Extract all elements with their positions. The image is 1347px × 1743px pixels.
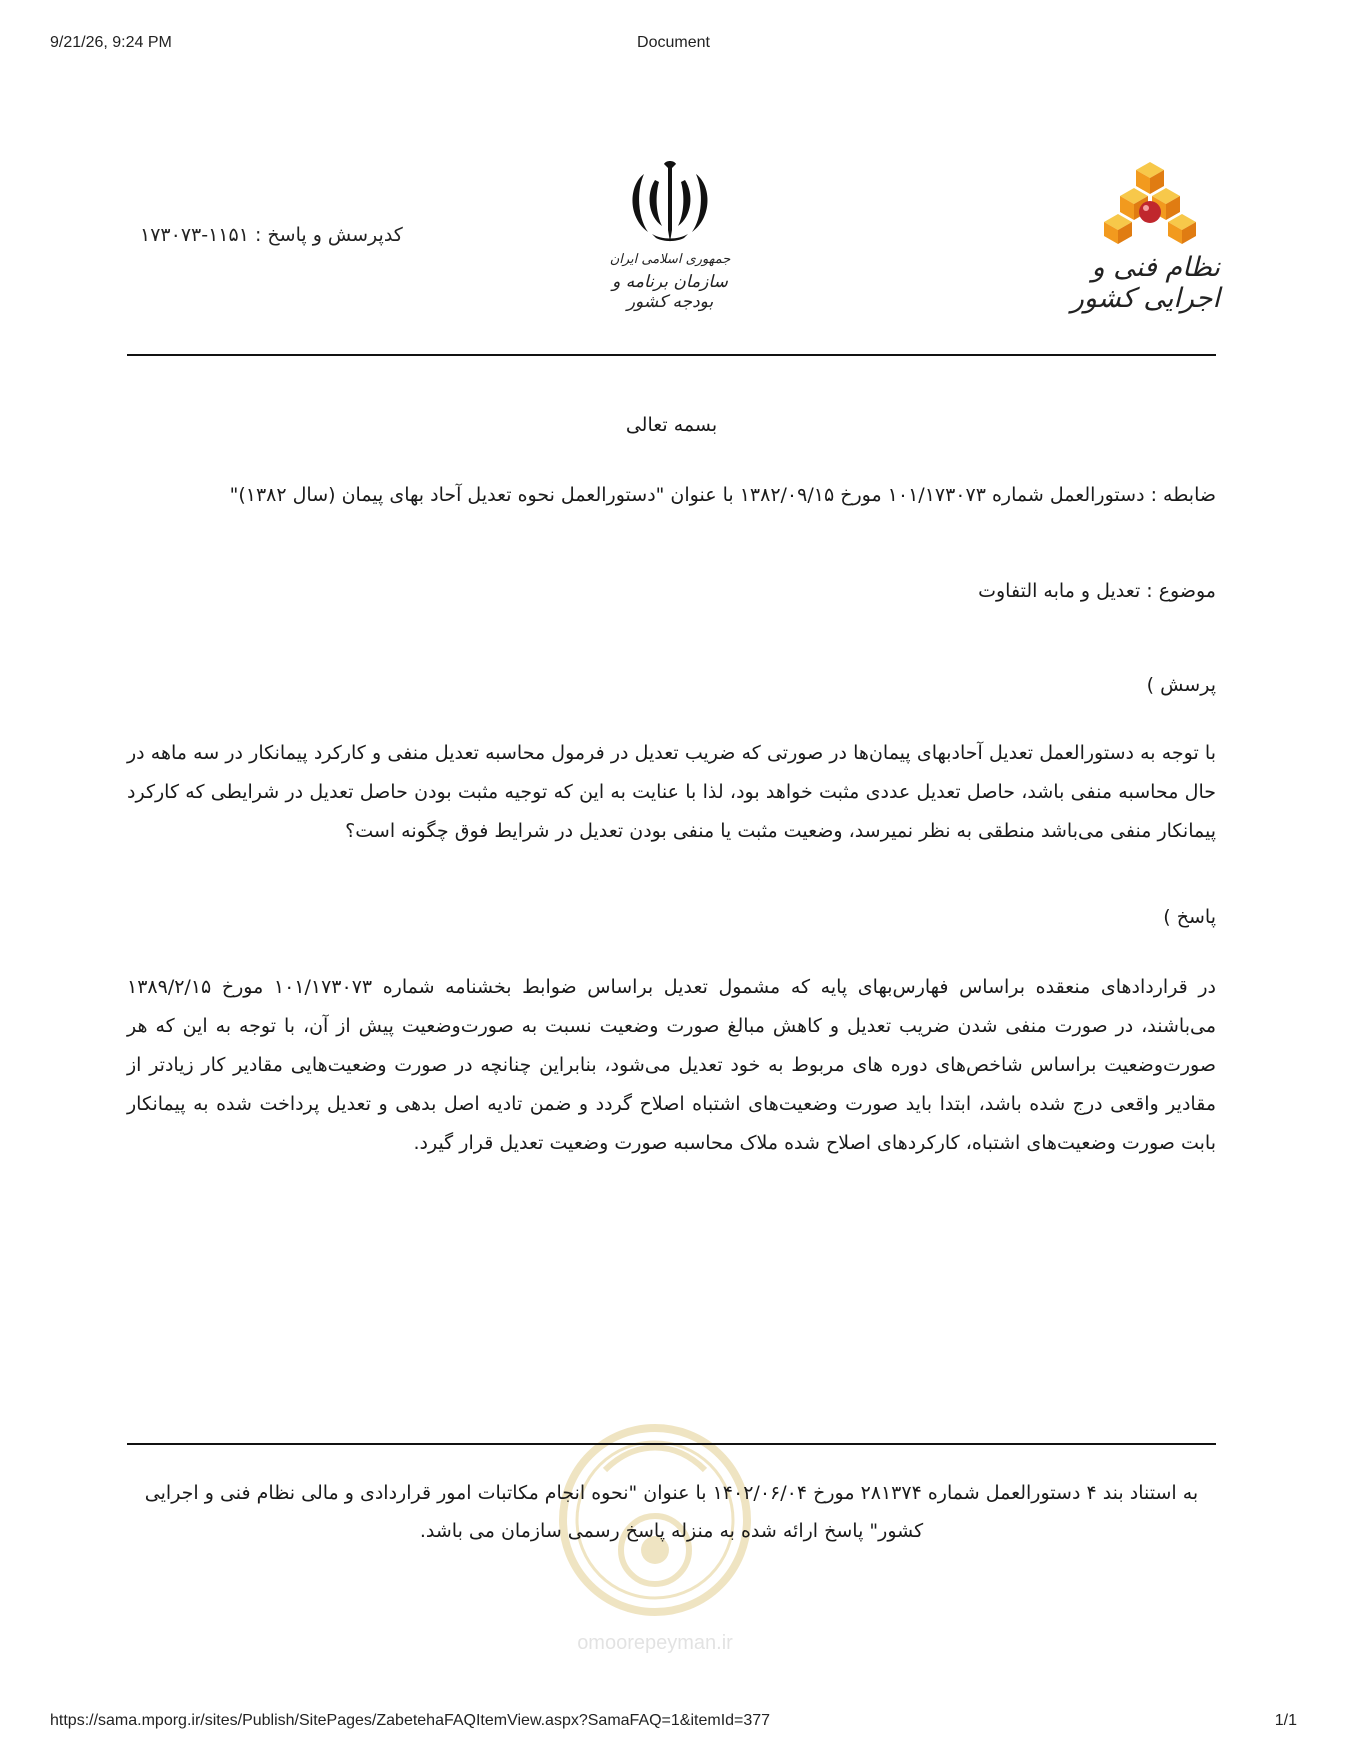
- emblem-icon: [622, 160, 718, 248]
- answer-body: در قراردادهای منعقده براساس فهارس‌بهای پایه که مشمول تعدیل براساس ضوابط بخشنامه شماره ۱۰۱/۱۷۳۰۷۳ مورخ ۱۳۸۹/۲/۱۵ می‌باشند، در صورت منفی شدن ضریب تعدیل و کاهش مبالغ صورت وضعیت نسبت به صورت‌وضعیت پیش از آن، با توجه به این که هر صورت‌وضعیت براساس شاخص‌های دوره های مربوط به خود تعدیل می‌شود، بنابراین چنانچه در صورت وضعیت‌هایی مقادیر کار زیادتر از مقادیر واقعی درج شده باشد، ابتدا باید صورت وضعیت‌های اشتباه اصلاح گردد و ضمن تادیه اصل بدهی و تعدیل پرداخت شده به پیمانکار بابت صورت وضعیت‌های اشتباه، کارکردهای اصلاح شده ملاک محاسبه صورت وضعیت تعدیل قرار گیرد.: [127, 976, 1216, 1154]
- footer-divider: [127, 1443, 1216, 1445]
- footer-note: به استناد بند ۴ دستورالعمل شماره ۲۸۱۳۷۴ مورخ ۱۴۰۲/۰۶/۰۴ با عنوان "نحوه انجام مکاتبات امور قراردادی و مالی نظام فنی و اجرایی کشور" پاسخ ارائه شده به منزله پاسخ رسمی سازمان می باشد.: [144, 1482, 1199, 1542]
- question-label: پرسش ): [1146, 674, 1216, 696]
- document-title: بسمه تعالی: [625, 414, 718, 436]
- print-datetime: 9/21/26, 9:24 PM: [50, 34, 172, 51]
- cube-logo-icon: [1100, 160, 1200, 246]
- print-footer: [0, 1712, 1347, 1734]
- subject-line: موضوع : تعدیل و مابه التفاوت: [978, 580, 1216, 602]
- logo-text: نظام فنی و اجرایی کشور: [1070, 252, 1220, 314]
- org-line-2: سازمان برنامه و بودجه کشور: [612, 272, 728, 312]
- watermark-text: omoorepeyman.ir: [577, 1632, 733, 1654]
- iran-emblem: [600, 160, 740, 310]
- regulation-line: ضابطه : دستورالعمل شماره ۱۰۱/۱۷۳۰۷۳ مورخ ۱۳۸۲/۰۹/۱۵ با عنوان "دستورالعمل نحوه تعدیل آحاد بهای پیمان (سال ۱۳۸۲)": [229, 484, 1216, 506]
- answer-label: پاسخ ): [1163, 906, 1216, 928]
- page-url[interactable]: https://sama.mporg.ir/sites/Publish/SitePages/ZabetehaFAQItemView.aspx?SamaFAQ=1&itemId=377: [50, 1712, 771, 1729]
- question-body: با توجه به دستورالعمل تعدیل آحادبهای پیمان‌ها در صورتی که ضریب تعدیل در فرمول محاسبه تعدیل منفی و کارکرد پیمانکار در سه ماهه در حال محاسبه منفی باشد، حاصل تعدیل عددی مثبت خواهد بود، لذا با عنایت به این که توجیه مثبت بودن حاصل تعدیل در شرایطی که کارکرد پیمانکار منفی می‌باشد منطقی به نظر نمیرسد، وضعیت مثبت یا منفی بودن تعدیل در شرایط فوق چگونه است؟: [127, 742, 1216, 842]
- org-line-1: جمهوری اسلامی ایران: [609, 252, 731, 267]
- header-divider: [127, 354, 1216, 356]
- page-number: 1/1: [1274, 1712, 1297, 1729]
- nezam-fanni-logo: [1060, 160, 1220, 314]
- print-title: Document: [637, 34, 710, 51]
- print-header: [0, 34, 1347, 56]
- faq-code: کدپرسش و پاسخ : ۱۱۵۱-۱۷۳۰۷۳: [140, 224, 403, 246]
